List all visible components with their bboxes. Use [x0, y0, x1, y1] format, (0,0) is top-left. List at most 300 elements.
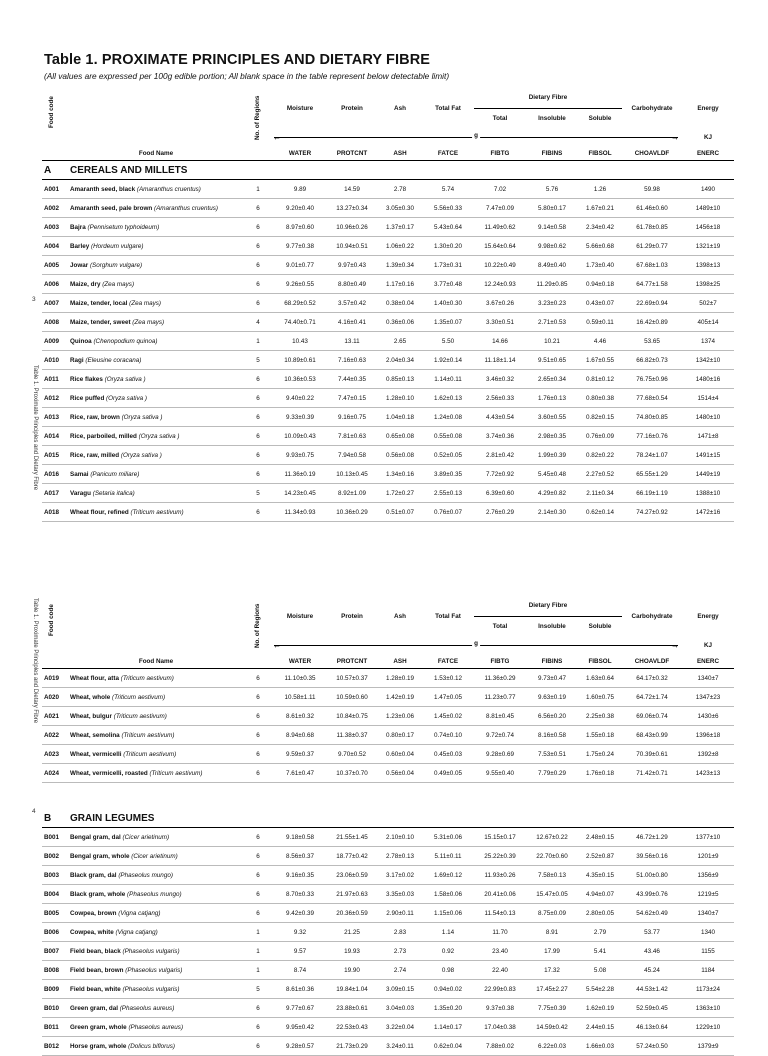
value-choavldf: 69.06±0.74 [622, 707, 682, 726]
value-enerc: 1340±7 [682, 669, 734, 688]
food-name [70, 866, 242, 885]
value-fibtg: 6.39±0.60 [474, 484, 526, 503]
df-soluble-header: Soluble [588, 115, 612, 122]
food-code-label: Food code [48, 604, 55, 636]
value-choavldf: 39.56±0.16 [622, 847, 682, 866]
code-header-choavldf: CHOAVLDF [622, 654, 682, 669]
regions-value: 5 [242, 980, 274, 999]
df-insoluble-header: Insoluble [538, 115, 566, 122]
food-code: A012 [42, 389, 70, 408]
value-water: 8.61±0.32 [274, 707, 326, 726]
table-row [42, 427, 734, 446]
food-name [70, 1037, 242, 1056]
food-name [70, 999, 242, 1018]
value-fibsol: 0.81±0.12 [578, 370, 622, 389]
code-header-enerc: ENERC [682, 146, 734, 161]
group-name: GRAIN LEGUMES [70, 809, 734, 828]
food-name-common: Maize, dry [70, 280, 101, 288]
food-name [70, 180, 242, 199]
regions-value: 6 [242, 218, 274, 237]
code-header-fibsol: FIBSOL [578, 654, 622, 669]
value-fibsol: 1.62±0.19 [578, 999, 622, 1018]
value-ash: 2.78±0.13 [378, 847, 422, 866]
value-ash: 1.72±0.27 [378, 484, 422, 503]
value-fibins: 11.29±0.85 [526, 275, 578, 294]
food-name-common: Samai [70, 470, 89, 478]
table-row [42, 866, 734, 885]
header-row-codes [42, 654, 734, 669]
value-fatce: 1.14±0.11 [422, 370, 474, 389]
value-fibins: 9.73±0.47 [526, 669, 578, 688]
value-fibins: 2.14±0.30 [526, 503, 578, 522]
value-water: 8.56±0.37 [274, 847, 326, 866]
value-protcnt: 3.57±0.42 [326, 294, 378, 313]
value-choavldf: 51.00±0.80 [622, 866, 682, 885]
value-choavldf: 59.98 [622, 180, 682, 199]
value-fibins: 8.16±0.58 [526, 726, 578, 745]
food-code: B009 [42, 980, 70, 999]
df-insoluble-header: Insoluble [538, 623, 566, 630]
food-code: A015 [42, 446, 70, 465]
value-fatce: 1.73±0.31 [422, 256, 474, 275]
value-ash: 3.04±0.03 [378, 999, 422, 1018]
value-fibins: 6.56±0.20 [526, 707, 578, 726]
value-water: 9.77±0.38 [274, 237, 326, 256]
table-row [42, 764, 734, 783]
value-protcnt: 21.55±1.45 [326, 828, 378, 847]
value-enerc: 1430±6 [682, 707, 734, 726]
value-fibsol: 5.66±0.68 [578, 237, 622, 256]
value-fibtg: 9.37±0.38 [474, 999, 526, 1018]
value-choavldf: 61.46±0.60 [622, 199, 682, 218]
group-letter: B [42, 809, 70, 828]
table-row [42, 370, 734, 389]
regions-label: No. of Regions [254, 95, 261, 140]
food-name [70, 313, 242, 332]
value-fibtg: 12.24±0.93 [474, 275, 526, 294]
value-protcnt: 20.36±0.59 [326, 904, 378, 923]
value-fibsol: 0.94±0.18 [578, 275, 622, 294]
value-fibsol: 0.76±0.09 [578, 427, 622, 446]
regions-value: 6 [242, 866, 274, 885]
regions-value: 1 [242, 942, 274, 961]
code-header-fibsol: FIBSOL [578, 146, 622, 161]
value-ash: 0.85±0.13 [378, 370, 422, 389]
table-row [42, 294, 734, 313]
regions-value: 6 [242, 885, 274, 904]
value-enerc: 1377±10 [682, 828, 734, 847]
value-enerc: 1347±23 [682, 688, 734, 707]
value-choavldf: 65.55±1.29 [622, 465, 682, 484]
value-fibins: 7.58±0.13 [526, 866, 578, 885]
table-row [42, 484, 734, 503]
food-name-scientific: (Setaria italica) [92, 489, 135, 497]
table-row [42, 961, 734, 980]
value-water: 9.33±0.39 [274, 408, 326, 427]
regions-value: 5 [242, 484, 274, 503]
side-note-top: Table 1. Proximate Principles and Dietary Fibre [32, 365, 38, 491]
value-fibsol: 2.25±0.38 [578, 707, 622, 726]
table-row [42, 332, 734, 351]
protein-header: Protein [341, 612, 363, 620]
code-header-fibtg: FIBTG [474, 146, 526, 161]
food-name [70, 923, 242, 942]
food-name [70, 885, 242, 904]
food-name-common: Bengal gram, dal [70, 833, 121, 841]
food-name-scientific: (Cicer arietinum) [131, 852, 178, 860]
value-choavldf: 43.46 [622, 942, 682, 961]
value-fibins: 14.59±0.42 [526, 1018, 578, 1037]
code-header-water: WATER [274, 654, 326, 669]
value-protcnt: 7.81±0.63 [326, 427, 378, 446]
food-name [70, 707, 242, 726]
value-fatce: 1.40±0.30 [422, 294, 474, 313]
food-name-scientific: (Zea mays) [102, 280, 135, 288]
food-name-scientific: (Oryza sativa ) [104, 375, 146, 383]
food-code: B008 [42, 961, 70, 980]
value-fibsol: 2.11±0.34 [578, 484, 622, 503]
value-ash: 2.74 [378, 961, 422, 980]
value-fibins: 2.71±0.53 [526, 313, 578, 332]
food-name-scientific: (Cicer arietinum) [122, 833, 170, 841]
value-protcnt: 19.93 [326, 942, 378, 961]
value-fibsol: 1.67±0.55 [578, 351, 622, 370]
value-ash: 1.28±0.10 [378, 389, 422, 408]
food-code: A017 [42, 484, 70, 503]
value-water: 9.77±0.67 [274, 999, 326, 1018]
value-fibins: 22.70±0.60 [526, 847, 578, 866]
value-water: 10.89±0.61 [274, 351, 326, 370]
food-name-scientific: (Zea mays) [129, 299, 161, 307]
value-protcnt: 8.92±1.09 [326, 484, 378, 503]
value-fatce: 5.50 [422, 332, 474, 351]
page-title: Table 1. PROXIMATE PRINCIPLES AND DIETARY FIBRE [44, 52, 431, 68]
food-code: B012 [42, 1037, 70, 1056]
value-fatce: 1.47±0.05 [422, 688, 474, 707]
value-fatce: 5.56±0.33 [422, 199, 474, 218]
value-fibtg: 23.40 [474, 942, 526, 961]
food-name [70, 465, 242, 484]
table-row [42, 942, 734, 961]
food-name-scientific: (Vigna catjang) [115, 928, 158, 936]
food-name-scientific: (Chenopodium quinoa) [93, 337, 158, 345]
code-row-blank [42, 146, 70, 161]
food-code: A005 [42, 256, 70, 275]
regions-value: 6 [242, 389, 274, 408]
regions-value: 6 [242, 726, 274, 745]
food-name-common: Maize, tender, sweet [70, 318, 131, 326]
value-fibtg: 2.76±0.29 [474, 503, 526, 522]
table-row [42, 1018, 734, 1037]
unit-kj-label: KJ [703, 133, 713, 141]
value-choavldf: 67.68±1.03 [622, 256, 682, 275]
value-fibins: 8.49±0.40 [526, 256, 578, 275]
value-fibins: 2.65±0.34 [526, 370, 578, 389]
value-enerc: 1480±10 [682, 408, 734, 427]
value-water: 10.36±0.53 [274, 370, 326, 389]
value-fibtg: 3.46±0.32 [474, 370, 526, 389]
food-name [70, 446, 242, 465]
food-code: B010 [42, 999, 70, 1018]
value-protcnt: 19.84±1.04 [326, 980, 378, 999]
value-fibtg: 9.72±0.74 [474, 726, 526, 745]
table-row [42, 1037, 734, 1056]
regions-value: 4 [242, 313, 274, 332]
header-row-codes [42, 146, 734, 161]
food-code-header [42, 88, 70, 146]
value-protcnt: 7.16±0.63 [326, 351, 378, 370]
value-protcnt: 14.59 [326, 180, 378, 199]
value-water: 9.59±0.37 [274, 745, 326, 764]
food-code: A008 [42, 313, 70, 332]
value-water: 14.23±0.45 [274, 484, 326, 503]
regions-value: 6 [242, 688, 274, 707]
moisture-header: Moisture [286, 612, 314, 620]
value-fibtg: 9.28±0.69 [474, 745, 526, 764]
value-enerc: 1363±10 [682, 999, 734, 1018]
value-fibsol: 0.82±0.15 [578, 408, 622, 427]
value-enerc: 1229±10 [682, 1018, 734, 1037]
food-name [70, 1018, 242, 1037]
food-code: B004 [42, 885, 70, 904]
value-protcnt: 23.88±0.61 [326, 999, 378, 1018]
value-fatce: 1.69±0.12 [422, 866, 474, 885]
value-water: 9.93±0.75 [274, 446, 326, 465]
value-choavldf: 44.53±1.42 [622, 980, 682, 999]
code-header-enerc: ENERC [682, 654, 734, 669]
value-ash: 1.34±0.16 [378, 465, 422, 484]
food-code: B011 [42, 1018, 70, 1037]
value-fatce: 1.14 [422, 923, 474, 942]
value-ash: 0.80±0.17 [378, 726, 422, 745]
value-choavldf: 77.68±0.54 [622, 389, 682, 408]
value-fatce: 1.30±0.20 [422, 237, 474, 256]
value-fibtg: 3.74±0.36 [474, 427, 526, 446]
value-ash: 0.65±0.08 [378, 427, 422, 446]
food-name-header: Food Name [70, 146, 242, 161]
food-name-common: Rice, parboiled, milled [70, 432, 137, 440]
food-name-common: Green gram, whole [70, 1023, 127, 1031]
food-code: A014 [42, 427, 70, 446]
value-fibsol: 1.73±0.40 [578, 256, 622, 275]
food-code: A011 [42, 370, 70, 389]
value-fibtg: 11.23±0.77 [474, 688, 526, 707]
value-fibtg: 11.18±1.14 [474, 351, 526, 370]
value-fibtg: 2.81±0.42 [474, 446, 526, 465]
regions-value: 6 [242, 669, 274, 688]
value-fibsol: 4.46 [578, 332, 622, 351]
value-choavldf: 76.75±0.96 [622, 370, 682, 389]
value-fibtg: 15.64±0.64 [474, 237, 526, 256]
value-fibsol: 0.80±0.38 [578, 389, 622, 408]
regions-header [242, 88, 274, 161]
value-protcnt: 7.47±0.15 [326, 389, 378, 408]
value-choavldf: 64.72±1.74 [622, 688, 682, 707]
food-name-scientific: (Oryza sativa ) [106, 394, 147, 402]
food-name [70, 942, 242, 961]
table-row [42, 218, 734, 237]
value-choavldf: 68.43±0.99 [622, 726, 682, 745]
value-fibins: 17.45±2.27 [526, 980, 578, 999]
food-name [70, 351, 242, 370]
value-protcnt: 8.80±0.49 [326, 275, 378, 294]
table-row [42, 199, 734, 218]
value-fatce: 1.45±0.02 [422, 707, 474, 726]
value-fibtg: 22.99±0.83 [474, 980, 526, 999]
value-enerc: 1173±24 [682, 980, 734, 999]
energy-header: Energy [697, 612, 719, 620]
food-name-common: Bajra [70, 223, 86, 231]
df-total-header: Total [492, 115, 508, 122]
food-name-scientific: (Phaseolus mungo) [118, 871, 173, 879]
table-row [42, 351, 734, 370]
table-row [42, 237, 734, 256]
food-code-header [42, 596, 70, 654]
food-name-common: Field bean, brown [70, 966, 124, 974]
value-fibsol: 4.35±0.15 [578, 866, 622, 885]
value-fibtg: 25.22±0.39 [474, 847, 526, 866]
value-water: 11.34±0.93 [274, 503, 326, 522]
value-fibins: 1.76±0.13 [526, 389, 578, 408]
food-name-scientific: (Triticum aestivum) [130, 508, 184, 516]
food-name-scientific: (Phaseolus vulgaris) [125, 966, 183, 974]
page-subtitle: (All values are expressed per 100g edible portion; All blank space in the table represent below detectable limit) [44, 71, 450, 81]
food-name-common: Rice puffed [70, 394, 105, 402]
food-name-common: Horse gram, whole [70, 1042, 127, 1050]
value-protcnt: 21.25 [326, 923, 378, 942]
dietary-fibre-header: Dietary Fibre [474, 88, 622, 108]
food-code: A006 [42, 275, 70, 294]
regions-label: No. of Regions [254, 603, 261, 648]
food-name-scientific: (Oryza sativa ) [138, 432, 180, 440]
value-water: 9.32 [274, 923, 326, 942]
value-fatce: 5.31±0.06 [422, 828, 474, 847]
food-name-scientific: (Triticum aestivum) [120, 674, 174, 682]
table-row [42, 465, 734, 484]
table-1 [42, 88, 734, 522]
value-fibsol: 2.52±0.87 [578, 847, 622, 866]
ash-header: Ash [394, 104, 406, 112]
food-name-common: Wheat flour, refined [70, 508, 129, 516]
value-enerc: 1219±5 [682, 885, 734, 904]
carbohydrate-header: Carbohydrate [631, 104, 673, 112]
value-fibins: 8.91 [526, 923, 578, 942]
food-code: A021 [42, 707, 70, 726]
value-protcnt: 7.44±0.35 [326, 370, 378, 389]
value-protcnt: 18.77±0.42 [326, 847, 378, 866]
value-water: 9.89 [274, 180, 326, 199]
food-code: A019 [42, 669, 70, 688]
regions-value: 6 [242, 237, 274, 256]
value-fibtg: 11.36±0.29 [474, 669, 526, 688]
value-choavldf: 70.39±0.61 [622, 745, 682, 764]
food-name [70, 688, 242, 707]
value-choavldf: 46.13±0.64 [622, 1018, 682, 1037]
value-fibsol: 0.62±0.14 [578, 503, 622, 522]
value-ash: 3.09±0.15 [378, 980, 422, 999]
food-name-scientific: (Phaseolus vulgaris) [122, 985, 180, 993]
value-ash: 2.10±0.10 [378, 828, 422, 847]
regions-value: 6 [242, 427, 274, 446]
value-fibins: 15.47±0.05 [526, 885, 578, 904]
value-enerc: 1155 [682, 942, 734, 961]
value-fibsol: 2.27±0.52 [578, 465, 622, 484]
value-ash: 2.65 [378, 332, 422, 351]
value-enerc: 1184 [682, 961, 734, 980]
table-2 [42, 596, 734, 1056]
food-name [70, 764, 242, 783]
value-fatce: 5.74 [422, 180, 474, 199]
value-ash: 0.36±0.06 [378, 313, 422, 332]
value-choavldf: 16.42±0.89 [622, 313, 682, 332]
food-name [70, 828, 242, 847]
food-name-common: Rice, raw, brown [70, 413, 120, 421]
value-fibtg: 11.49±0.62 [474, 218, 526, 237]
code-header-fatce: FATCE [422, 146, 474, 161]
value-protcnt: 21.73±0.29 [326, 1037, 378, 1056]
value-choavldf: 52.59±0.45 [622, 999, 682, 1018]
value-water: 8.94±0.68 [274, 726, 326, 745]
value-enerc: 1388±10 [682, 484, 734, 503]
table-row [42, 847, 734, 866]
food-name-scientific: (Phaseolus mungo) [127, 890, 182, 898]
value-choavldf: 53.77 [622, 923, 682, 942]
food-name-common: Amaranth seed, black [70, 185, 136, 193]
value-fibins: 9.63±0.19 [526, 688, 578, 707]
food-name-scientific: (Sorghum vulgare) [89, 261, 143, 269]
value-ash: 1.37±0.17 [378, 218, 422, 237]
value-enerc: 502±7 [682, 294, 734, 313]
total-fat-header: Total Fat [435, 612, 461, 620]
table-row [42, 446, 734, 465]
value-fatce: 0.49±0.05 [422, 764, 474, 783]
value-fibsol: 1.26 [578, 180, 622, 199]
food-name [70, 961, 242, 980]
value-protcnt: 10.57±0.37 [326, 669, 378, 688]
code-header-fatce: FATCE [422, 654, 474, 669]
regions-value: 6 [242, 847, 274, 866]
code-row-blank [42, 654, 70, 669]
value-protcnt: 13.27±0.34 [326, 199, 378, 218]
value-fibsol: 0.43±0.07 [578, 294, 622, 313]
food-code: B006 [42, 923, 70, 942]
code-header-fibins: FIBINS [526, 654, 578, 669]
food-name-common: Bengal gram, whole [70, 852, 130, 860]
food-name [70, 389, 242, 408]
value-choavldf: 74.27±0.92 [622, 503, 682, 522]
food-name [70, 237, 242, 256]
value-fatce: 1.35±0.20 [422, 999, 474, 1018]
value-fibsol: 1.55±0.18 [578, 726, 622, 745]
value-ash: 1.28±0.19 [378, 669, 422, 688]
food-code: A010 [42, 351, 70, 370]
value-fibtg: 11.54±0.13 [474, 904, 526, 923]
value-ash: 2.78 [378, 180, 422, 199]
value-choavldf: 22.69±0.94 [622, 294, 682, 313]
value-enerc: 1356±9 [682, 866, 734, 885]
food-code: A009 [42, 332, 70, 351]
value-choavldf: 61.78±0.85 [622, 218, 682, 237]
value-fibsol: 1.60±0.75 [578, 688, 622, 707]
food-code: B005 [42, 904, 70, 923]
value-fatce: 1.35±0.07 [422, 313, 474, 332]
value-fibsol: 1.67±0.21 [578, 199, 622, 218]
value-enerc: 1514±4 [682, 389, 734, 408]
code-header-fibins: FIBINS [526, 146, 578, 161]
value-fibtg: 15.15±0.17 [474, 828, 526, 847]
value-fibsol: 2.48±0.15 [578, 828, 622, 847]
value-fibins: 5.76 [526, 180, 578, 199]
